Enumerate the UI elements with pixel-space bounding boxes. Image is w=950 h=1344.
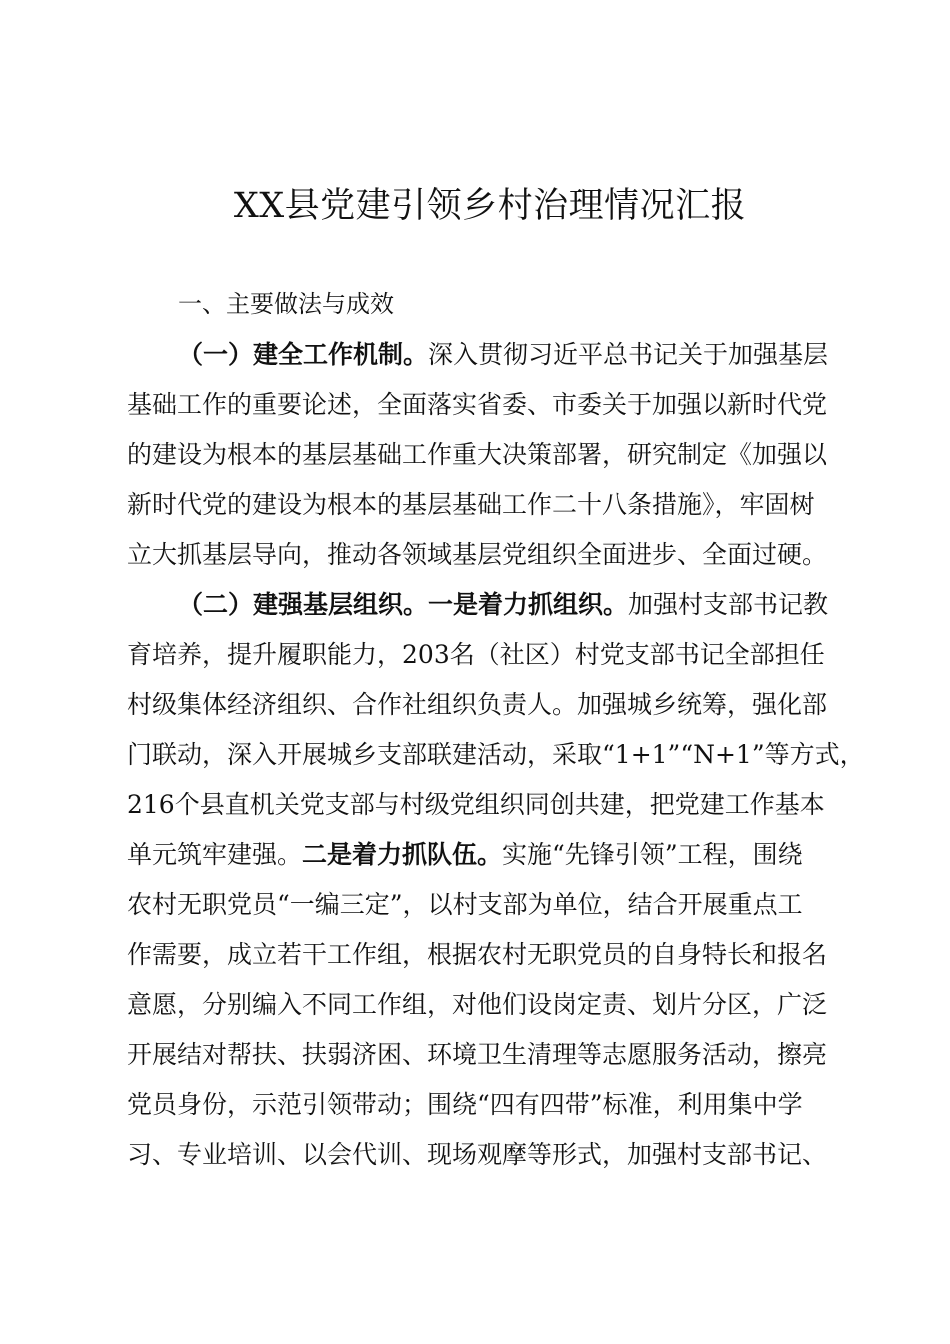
- paragraph-2-line-8: 作需要，成立若干工作组，根据农村无职党员的自身特长和报名: [127, 940, 828, 969]
- paragraph-1-lead: （一）建全工作机制。: [178, 340, 429, 369]
- paragraph-2-line-2: 育培养，提升履职能力，203名（社区）村党支部书记全部担任: [127, 640, 825, 669]
- paragraph-2-line-4: 门联动，深入开展城乡支部联建活动，采取“1+1”“N+1”等方式，: [127, 740, 865, 769]
- paragraph-2-line-9: 意愿，分别编入不同工作组，对他们设岗定责、划片分区，广泛: [127, 990, 828, 1019]
- paragraph-2-line-12: 习、专业培训、以会代训、现场观摩等形式，加强村支部书记、: [127, 1140, 828, 1169]
- paragraph-2-line-5: 216个县直机关党支部与村级党组织同创共建，把党建工作基本: [127, 790, 825, 819]
- paragraph-1-line-1-text: 深入贯彻习近平总书记关于加强基层: [428, 340, 829, 369]
- section-heading: 一、主要做法与成效: [178, 290, 394, 318]
- paragraph-2-lead: （二）建强基层组织。: [178, 590, 429, 619]
- paragraph-2-line-6: [127, 837, 803, 873]
- paragraph-2-line-6-text: 实施“先锋引领”工程，围绕: [502, 840, 803, 869]
- paragraph-2-line-7: 农村无职党员“一编三定”，以村支部为单位，结合开展重点工: [127, 890, 803, 919]
- paragraph-2-line-11: 党员身份，示范引领带动；围绕“四有四带”标准，利用集中学: [127, 1090, 803, 1119]
- paragraph-2-line-1: [178, 587, 828, 623]
- paragraph-1-line-1: [178, 337, 828, 373]
- paragraph-1-line-4: 新时代党的建设为根本的基层基础工作二十八条措施》，牢固树: [127, 490, 815, 519]
- paragraph-1-line-3: 的建设为根本的基层基础工作重大决策部署，研究制定《加强以: [127, 440, 828, 469]
- paragraph-2-line-1-text: 加强村支部书记教: [628, 590, 829, 619]
- paragraph-2-subheading-1: 一是着力抓组织。: [428, 590, 629, 619]
- paragraph-2-line-10: 开展结对帮扶、扶弱济困、环境卫生清理等志愿服务活动，擦亮: [127, 1040, 828, 1069]
- paragraph-2-line-3: 村级集体经济组织、合作社组织负责人。加强城乡统筹，强化部: [127, 690, 828, 719]
- document-title: XX县党建引领乡村治理情况汇报: [233, 186, 747, 226]
- paragraph-1-line-5: 立大抓基层导向，推动各领域基层党组织全面进步、全面过硬。: [127, 540, 828, 569]
- paragraph-1-line-2: 基础工作的重要论述，全面落实省委、市委关于加强以新时代党: [127, 390, 828, 419]
- paragraph-2-subheading-2: 二是着力抓队伍。: [302, 840, 503, 869]
- paragraph-2-line-6-start: 单元筑牢建强。: [127, 840, 303, 869]
